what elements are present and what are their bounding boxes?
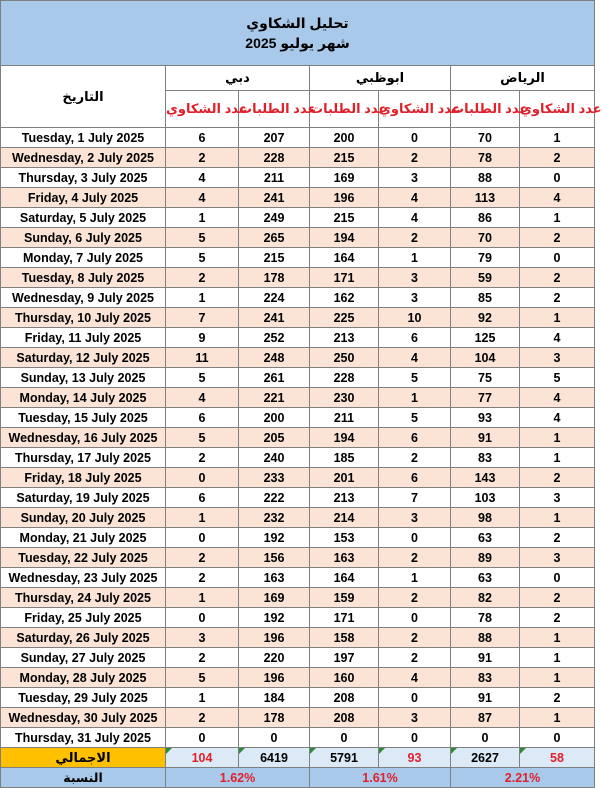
total-abudhabi-complaints: 93 — [379, 748, 451, 768]
total-row — [1, 748, 595, 768]
riyadh-complaints-cell: 2 — [520, 288, 595, 308]
riyadh-complaints-cell: 1 — [520, 448, 595, 468]
city-header-abudhabi: ابوظبي — [310, 66, 451, 91]
abudhabi-complaints-cell: 3 — [379, 288, 451, 308]
riyadh-requests-cell: 78 — [451, 608, 520, 628]
total-riyadh-requests: 2627 — [451, 748, 520, 768]
abudhabi-complaints-cell: 0 — [379, 728, 451, 748]
riyadh-complaints-cell: 3 — [520, 488, 595, 508]
abudhabi-complaints-cell: 3 — [379, 168, 451, 188]
abudhabi-complaints-cell: 4 — [379, 668, 451, 688]
date-header: التاريخ — [1, 66, 166, 128]
table-row — [1, 388, 595, 408]
abudhabi-complaints-cell: 0 — [379, 608, 451, 628]
date-cell: Thursday, 10 July 2025 — [1, 308, 166, 328]
riyadh-requests-cell: 83 — [451, 448, 520, 468]
date-cell: Tuesday, 22 July 2025 — [1, 548, 166, 568]
riyadh-complaints-cell: 2 — [520, 468, 595, 488]
dubai-complaints-cell: 2 — [166, 268, 239, 288]
riyadh-requests-cell: 63 — [451, 568, 520, 588]
dubai-requests-cell: 196 — [239, 668, 310, 688]
dubai-complaints-cell: 0 — [166, 728, 239, 748]
riyadh-complaints-cell: 2 — [520, 528, 595, 548]
dubai-requests-cell: 220 — [239, 648, 310, 668]
date-cell: Thursday, 17 July 2025 — [1, 448, 166, 468]
table-row — [1, 368, 595, 388]
riyadh-requests-cell: 70 — [451, 128, 520, 148]
total-dubai-requests: 6419 — [239, 748, 310, 768]
date-cell: Thursday, 24 July 2025 — [1, 588, 166, 608]
abudhabi-complaints-cell: 2 — [379, 148, 451, 168]
riyadh-requests-cell: 113 — [451, 188, 520, 208]
dubai-complaints-cell: 5 — [166, 668, 239, 688]
dubai-requests-cell: 252 — [239, 328, 310, 348]
riyadh-requests-cell: 93 — [451, 408, 520, 428]
riyadh-requests-cell: 89 — [451, 548, 520, 568]
table-row — [1, 588, 595, 608]
abudhabi-requests-cell: 208 — [310, 708, 379, 728]
dubai-requests-cell: 233 — [239, 468, 310, 488]
riyadh-complaints-header: عدد الشكاوي — [520, 91, 595, 128]
table-row — [1, 448, 595, 468]
date-cell: Monday, 28 July 2025 — [1, 668, 166, 688]
abudhabi-requests-cell: 169 — [310, 168, 379, 188]
abudhabi-complaints-cell: 6 — [379, 428, 451, 448]
abudhabi-requests-cell: 185 — [310, 448, 379, 468]
riyadh-requests-cell: 125 — [451, 328, 520, 348]
riyadh-requests-cell: 91 — [451, 688, 520, 708]
abudhabi-complaints-cell: 6 — [379, 468, 451, 488]
abudhabi-requests-cell: 215 — [310, 148, 379, 168]
dubai-complaints-cell: 5 — [166, 428, 239, 448]
dubai-requests-cell: 196 — [239, 628, 310, 648]
riyadh-requests-cell: 78 — [451, 148, 520, 168]
abudhabi-complaints-cell: 1 — [379, 248, 451, 268]
dubai-requests-cell: 192 — [239, 608, 310, 628]
table-row — [1, 328, 595, 348]
dubai-requests-cell: 261 — [239, 368, 310, 388]
table-row — [1, 568, 595, 588]
table-row — [1, 488, 595, 508]
dubai-requests-cell: 163 — [239, 568, 310, 588]
dubai-complaints-cell: 1 — [166, 688, 239, 708]
abudhabi-requests-cell: 194 — [310, 228, 379, 248]
date-cell: Tuesday, 1 July 2025 — [1, 128, 166, 148]
dubai-requests-cell: 156 — [239, 548, 310, 568]
city-header-riyadh: الرياض — [451, 66, 595, 91]
table-row — [1, 408, 595, 428]
table-row — [1, 608, 595, 628]
abudhabi-requests-cell: 196 — [310, 188, 379, 208]
riyadh-requests-cell: 98 — [451, 508, 520, 528]
date-cell: Tuesday, 15 July 2025 — [1, 408, 166, 428]
table-row — [1, 648, 595, 668]
riyadh-requests-cell: 143 — [451, 468, 520, 488]
abudhabi-complaints-cell: 1 — [379, 568, 451, 588]
abudhabi-requests-cell: 197 — [310, 648, 379, 668]
riyadh-complaints-cell: 0 — [520, 248, 595, 268]
riyadh-complaints-cell: 2 — [520, 688, 595, 708]
riyadh-complaints-cell: 1 — [520, 208, 595, 228]
dubai-requests-cell: 248 — [239, 348, 310, 368]
dubai-complaints-cell: 5 — [166, 248, 239, 268]
abudhabi-requests-cell: 225 — [310, 308, 379, 328]
dubai-complaints-cell: 6 — [166, 128, 239, 148]
riyadh-requests-cell: 79 — [451, 248, 520, 268]
abudhabi-requests-cell: 171 — [310, 268, 379, 288]
riyadh-complaints-cell: 1 — [520, 508, 595, 528]
dubai-requests-cell: 178 — [239, 708, 310, 728]
dubai-requests-cell: 221 — [239, 388, 310, 408]
title-cell — [1, 1, 595, 66]
abudhabi-complaints-cell: 4 — [379, 208, 451, 228]
abudhabi-requests-cell: 250 — [310, 348, 379, 368]
abudhabi-requests-cell: 213 — [310, 488, 379, 508]
abudhabi-requests-cell: 214 — [310, 508, 379, 528]
ratio-label: النسبة — [1, 768, 166, 788]
table-row — [1, 268, 595, 288]
dubai-complaints-cell: 2 — [166, 648, 239, 668]
dubai-complaints-cell: 11 — [166, 348, 239, 368]
abudhabi-complaints-cell: 2 — [379, 648, 451, 668]
riyadh-complaints-cell: 0 — [520, 568, 595, 588]
dubai-requests-cell: 184 — [239, 688, 310, 708]
date-cell: Wednesday, 30 July 2025 — [1, 708, 166, 728]
dubai-complaints-cell: 2 — [166, 548, 239, 568]
table-row — [1, 508, 595, 528]
dubai-complaints-cell: 2 — [166, 148, 239, 168]
dubai-complaints-cell: 7 — [166, 308, 239, 328]
date-cell: Monday, 21 July 2025 — [1, 528, 166, 548]
abudhabi-complaints-cell: 2 — [379, 588, 451, 608]
riyadh-complaints-cell: 2 — [520, 148, 595, 168]
date-cell: Wednesday, 23 July 2025 — [1, 568, 166, 588]
abudhabi-requests-cell: 228 — [310, 368, 379, 388]
abudhabi-complaints-cell: 7 — [379, 488, 451, 508]
table-row — [1, 468, 595, 488]
abudhabi-requests-cell: 200 — [310, 128, 379, 148]
dubai-requests-cell: 192 — [239, 528, 310, 548]
riyadh-complaints-cell: 3 — [520, 348, 595, 368]
abudhabi-requests-cell: 153 — [310, 528, 379, 548]
riyadh-complaints-cell: 1 — [520, 428, 595, 448]
date-cell: Saturday, 26 July 2025 — [1, 628, 166, 648]
riyadh-requests-cell: 63 — [451, 528, 520, 548]
date-cell: Friday, 25 July 2025 — [1, 608, 166, 628]
riyadh-complaints-cell: 2 — [520, 228, 595, 248]
dubai-complaints-cell: 9 — [166, 328, 239, 348]
riyadh-requests-cell: 86 — [451, 208, 520, 228]
abudhabi-complaints-cell: 10 — [379, 308, 451, 328]
riyadh-complaints-cell: 1 — [520, 668, 595, 688]
abudhabi-requests-cell: 230 — [310, 388, 379, 408]
abudhabi-complaints-cell: 2 — [379, 228, 451, 248]
abudhabi-complaints-header: عدد الشكاوي — [379, 91, 451, 128]
ratio-row — [1, 768, 595, 788]
abudhabi-requests-cell: 159 — [310, 588, 379, 608]
riyadh-complaints-cell: 2 — [520, 608, 595, 628]
riyadh-requests-cell: 77 — [451, 388, 520, 408]
sheet-subtitle: شهر يوليو 2025 — [245, 35, 350, 51]
table-row — [1, 628, 595, 648]
date-cell: Friday, 11 July 2025 — [1, 328, 166, 348]
riyadh-requests-cell: 85 — [451, 288, 520, 308]
date-cell: Tuesday, 29 July 2025 — [1, 688, 166, 708]
abudhabi-complaints-cell: 3 — [379, 708, 451, 728]
dubai-complaints-cell: 5 — [166, 228, 239, 248]
date-cell: Thursday, 3 July 2025 — [1, 168, 166, 188]
date-cell: Sunday, 27 July 2025 — [1, 648, 166, 668]
abudhabi-complaints-cell: 5 — [379, 368, 451, 388]
riyadh-complaints-cell: 2 — [520, 268, 595, 288]
abudhabi-requests-cell: 163 — [310, 548, 379, 568]
date-cell: Friday, 18 July 2025 — [1, 468, 166, 488]
dubai-requests-cell: 211 — [239, 168, 310, 188]
riyadh-complaints-cell: 0 — [520, 728, 595, 748]
dubai-complaints-cell: 1 — [166, 508, 239, 528]
dubai-complaints-cell: 0 — [166, 608, 239, 628]
ratio-abudhabi: 1.61% — [310, 768, 451, 788]
date-cell: Saturday, 12 July 2025 — [1, 348, 166, 368]
dubai-complaints-cell: 1 — [166, 208, 239, 228]
dubai-requests-cell: 205 — [239, 428, 310, 448]
riyadh-requests-cell: 82 — [451, 588, 520, 608]
riyadh-requests-cell: 0 — [451, 728, 520, 748]
dubai-complaints-cell: 6 — [166, 408, 239, 428]
dubai-complaints-cell: 6 — [166, 488, 239, 508]
riyadh-complaints-cell: 3 — [520, 548, 595, 568]
dubai-requests-cell: 249 — [239, 208, 310, 228]
date-cell: Sunday, 6 July 2025 — [1, 228, 166, 248]
abudhabi-complaints-cell: 3 — [379, 508, 451, 528]
riyadh-complaints-cell: 2 — [520, 588, 595, 608]
dubai-complaints-cell: 5 — [166, 368, 239, 388]
dubai-requests-cell: 207 — [239, 128, 310, 148]
dubai-requests-header: عدد الطلبات — [239, 91, 310, 128]
dubai-complaints-cell: 1 — [166, 588, 239, 608]
riyadh-complaints-cell: 1 — [520, 308, 595, 328]
total-dubai-complaints: 104 — [166, 748, 239, 768]
riyadh-complaints-cell: 1 — [520, 128, 595, 148]
abudhabi-complaints-cell: 2 — [379, 448, 451, 468]
abudhabi-requests-cell: 158 — [310, 628, 379, 648]
abudhabi-complaints-cell: 6 — [379, 328, 451, 348]
riyadh-requests-cell: 92 — [451, 308, 520, 328]
abudhabi-complaints-cell: 4 — [379, 188, 451, 208]
dubai-complaints-cell: 4 — [166, 388, 239, 408]
riyadh-requests-header: عدد الطلبات — [451, 91, 520, 128]
abudhabi-requests-cell: 201 — [310, 468, 379, 488]
abudhabi-complaints-cell: 1 — [379, 388, 451, 408]
data-rows — [1, 128, 595, 748]
riyadh-complaints-cell: 4 — [520, 188, 595, 208]
abudhabi-complaints-cell: 0 — [379, 128, 451, 148]
dubai-requests-cell: 241 — [239, 188, 310, 208]
dubai-requests-cell: 228 — [239, 148, 310, 168]
riyadh-complaints-cell: 1 — [520, 708, 595, 728]
table-row — [1, 228, 595, 248]
abudhabi-complaints-cell: 3 — [379, 268, 451, 288]
dubai-complaints-cell: 2 — [166, 448, 239, 468]
riyadh-requests-cell: 103 — [451, 488, 520, 508]
riyadh-requests-cell: 70 — [451, 228, 520, 248]
riyadh-requests-cell: 59 — [451, 268, 520, 288]
table-row — [1, 248, 595, 268]
dubai-requests-cell: 240 — [239, 448, 310, 468]
date-cell: Sunday, 13 July 2025 — [1, 368, 166, 388]
abudhabi-requests-cell: 194 — [310, 428, 379, 448]
ratio-riyadh: 2.21% — [451, 768, 595, 788]
city-header-dubai: دبي — [166, 66, 310, 91]
date-cell: Thursday, 31 July 2025 — [1, 728, 166, 748]
abudhabi-requests-header: عدد الطلبات — [310, 91, 379, 128]
abudhabi-complaints-cell: 0 — [379, 528, 451, 548]
abudhabi-complaints-cell: 2 — [379, 628, 451, 648]
table-row — [1, 188, 595, 208]
dubai-complaints-cell: 2 — [166, 568, 239, 588]
table-row — [1, 348, 595, 368]
abudhabi-requests-cell: 160 — [310, 668, 379, 688]
abudhabi-requests-cell: 0 — [310, 728, 379, 748]
sheet-title: تحليل الشكاوي — [246, 15, 349, 31]
abudhabi-complaints-cell: 4 — [379, 348, 451, 368]
dubai-requests-cell: 178 — [239, 268, 310, 288]
total-riyadh-complaints: 58 — [520, 748, 595, 768]
dubai-complaints-cell: 1 — [166, 288, 239, 308]
ratio-dubai: 1.62% — [166, 768, 310, 788]
table-row — [1, 428, 595, 448]
riyadh-requests-cell: 75 — [451, 368, 520, 388]
date-cell: Tuesday, 8 July 2025 — [1, 268, 166, 288]
abudhabi-complaints-cell: 5 — [379, 408, 451, 428]
abudhabi-complaints-cell: 0 — [379, 688, 451, 708]
riyadh-complaints-cell: 1 — [520, 628, 595, 648]
riyadh-complaints-cell: 5 — [520, 368, 595, 388]
table-row — [1, 288, 595, 308]
riyadh-requests-cell: 91 — [451, 648, 520, 668]
table-row — [1, 728, 595, 748]
dubai-complaints-cell: 2 — [166, 708, 239, 728]
riyadh-requests-cell: 83 — [451, 668, 520, 688]
date-cell: Wednesday, 16 July 2025 — [1, 428, 166, 448]
dubai-complaints-header: عدد الشكاوي — [166, 91, 239, 128]
abudhabi-requests-cell: 215 — [310, 208, 379, 228]
date-cell: Wednesday, 9 July 2025 — [1, 288, 166, 308]
abudhabi-requests-cell: 164 — [310, 248, 379, 268]
dubai-complaints-cell: 4 — [166, 168, 239, 188]
table-row — [1, 528, 595, 548]
date-cell: Wednesday, 2 July 2025 — [1, 148, 166, 168]
table-row — [1, 128, 595, 148]
dubai-requests-cell: 232 — [239, 508, 310, 528]
dubai-requests-cell: 169 — [239, 588, 310, 608]
table-row — [1, 708, 595, 728]
riyadh-requests-cell: 88 — [451, 628, 520, 648]
riyadh-complaints-cell: 4 — [520, 328, 595, 348]
riyadh-complaints-cell: 0 — [520, 168, 595, 188]
total-label: الاجمالي — [1, 748, 166, 768]
dubai-requests-cell: 215 — [239, 248, 310, 268]
riyadh-requests-cell: 91 — [451, 428, 520, 448]
riyadh-requests-cell: 104 — [451, 348, 520, 368]
abudhabi-requests-cell: 164 — [310, 568, 379, 588]
date-cell: Sunday, 20 July 2025 — [1, 508, 166, 528]
abudhabi-requests-cell: 171 — [310, 608, 379, 628]
dubai-complaints-cell: 3 — [166, 628, 239, 648]
table-row — [1, 308, 595, 328]
dubai-complaints-cell: 0 — [166, 528, 239, 548]
abudhabi-complaints-cell: 2 — [379, 548, 451, 568]
abudhabi-requests-cell: 162 — [310, 288, 379, 308]
dubai-requests-cell: 0 — [239, 728, 310, 748]
date-cell: Saturday, 5 July 2025 — [1, 208, 166, 228]
table-row — [1, 148, 595, 168]
table-row — [1, 668, 595, 688]
table-row — [1, 208, 595, 228]
date-cell: Monday, 7 July 2025 — [1, 248, 166, 268]
date-cell: Friday, 4 July 2025 — [1, 188, 166, 208]
dubai-requests-cell: 265 — [239, 228, 310, 248]
riyadh-complaints-cell: 1 — [520, 648, 595, 668]
table-row — [1, 168, 595, 188]
dubai-complaints-cell: 4 — [166, 188, 239, 208]
abudhabi-requests-cell: 211 — [310, 408, 379, 428]
dubai-requests-cell: 200 — [239, 408, 310, 428]
riyadh-requests-cell: 87 — [451, 708, 520, 728]
abudhabi-requests-cell: 213 — [310, 328, 379, 348]
riyadh-complaints-cell: 4 — [520, 388, 595, 408]
abudhabi-requests-cell: 208 — [310, 688, 379, 708]
date-cell: Monday, 14 July 2025 — [1, 388, 166, 408]
dubai-requests-cell: 222 — [239, 488, 310, 508]
dubai-complaints-cell: 0 — [166, 468, 239, 488]
dubai-requests-cell: 241 — [239, 308, 310, 328]
total-abudhabi-requests: 5791 — [310, 748, 379, 768]
riyadh-requests-cell: 88 — [451, 168, 520, 188]
date-cell: Saturday, 19 July 2025 — [1, 488, 166, 508]
table-row — [1, 548, 595, 568]
dubai-requests-cell: 224 — [239, 288, 310, 308]
table-row — [1, 688, 595, 708]
riyadh-complaints-cell: 4 — [520, 408, 595, 428]
